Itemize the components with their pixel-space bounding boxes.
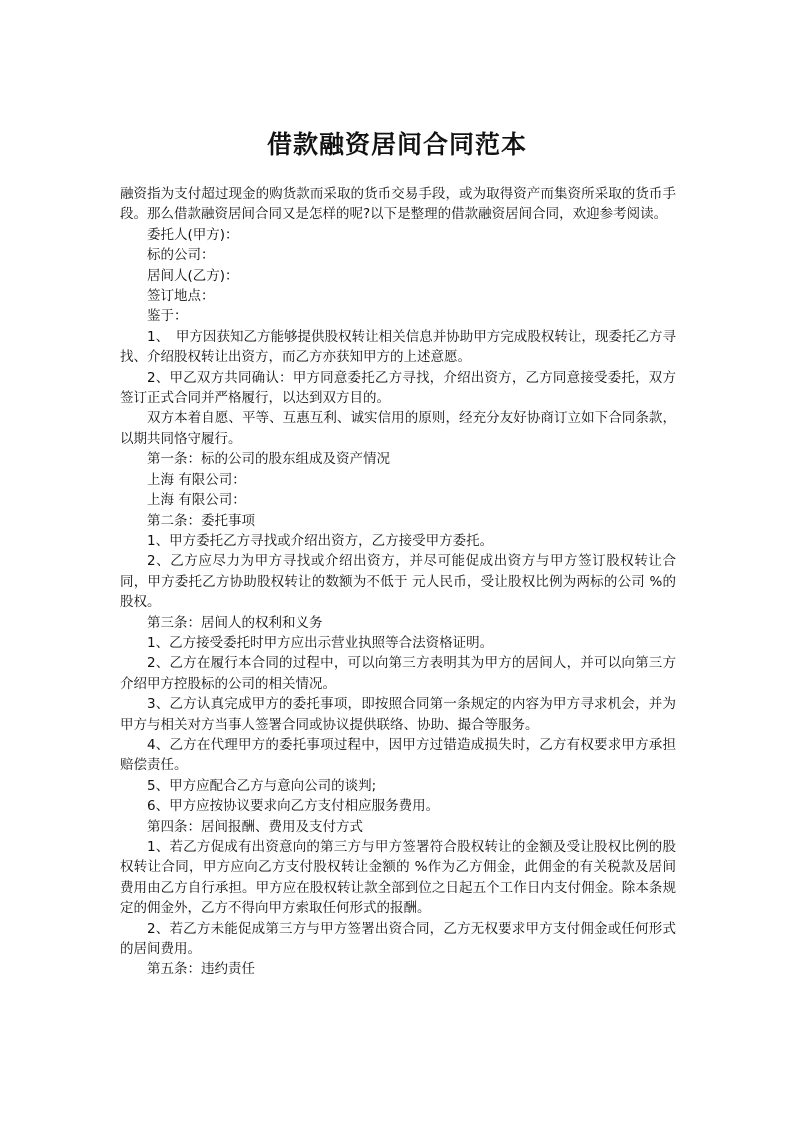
document-title: 借款融资居间合同范本 <box>266 130 527 159</box>
paragraph: 第四条：居间报酬、费用及支付方式 <box>147 818 363 835</box>
paragraph: 4、乙方在代理甲方的委托事项过程中，因甲方过错造成损失时，乙方有权要求甲方承担赔偿责任。 <box>120 736 676 774</box>
paragraph: 第三条：居间人的权利和义务 <box>147 614 323 631</box>
paragraph: 2、若乙方未能促成第三方与甲方签署出资合同，乙方无权要求甲方支付佣金或任何形式的居间费用。 <box>120 920 676 958</box>
paragraph: 1、 甲方因获知乙方能够提供股权转让相关信息并协助甲方完成股权转让，现委托乙方寻找、介绍股权转让出资方，而乙方亦获知甲方的上述意愿。 <box>120 328 676 366</box>
paragraph: 融资指为支付超过现金的购货款而采取的货币交易手段，或为取得资产而集资所采取的货币手段。那么借款融资居间合同又是怎样的呢?以下是整理的借款融资居间合同，欢迎参考阅读。 <box>120 186 676 223</box>
paragraph: 标的公司： <box>147 247 215 264</box>
paragraph: 第五条：违约责任 <box>147 961 255 978</box>
paragraph: 第二条：委托事项 <box>147 512 255 529</box>
paragraph: 第一条：标的公司的股东组成及资产情况 <box>147 451 390 468</box>
paragraph: 3、乙方认真完成甲方的委托事项，即按照合同第一条规定的内容为甲方寻求机会，并为甲方与相关对方当事人签署合同或协议提供联络、协助、撮合等服务。 <box>120 696 676 733</box>
paragraph: 居间人(乙方)： <box>147 267 239 284</box>
paragraph: 2、乙方在履行本合同的过程中，可以向第三方表明其为甲方的居间人，并可以向第三方介绍甲方控股标的公司的相关情况。 <box>120 655 676 692</box>
paragraph: 委托人(甲方)： <box>147 226 239 243</box>
paragraph: 上海 有限公司： <box>147 471 246 488</box>
paragraph: 上海 有限公司： <box>147 492 246 509</box>
paragraph: 1、若乙方促成有出资意向的第三方与甲方签署符合股权转让的金额及受让股权比例的股权转让合同，甲方应向乙方支付股权转让金额的 %作为乙方佣金，此佣金的有关税款及居间费用由乙方自行承担。甲方应在股权转让款全部到位之日起五个工作日内支付佣金。除本条规定的佣金外，乙方不得向甲方索取任何形式的报酬。 <box>120 839 676 917</box>
document-body <box>120 184 676 980</box>
paragraph: 2、乙方应尽力为甲方寻找或介绍出资方，并尽可能促成出资方与甲方签订股权转让合同，甲方委托乙方协助股权转让的数额为不低于 元人民币，受让股权比例为两标的公司 %的股权。 <box>120 553 676 611</box>
paragraph: 签订地点： <box>147 288 215 305</box>
paragraph: 5、甲方应配合乙方与意向公司的谈判; <box>147 777 377 794</box>
paragraph: 1、乙方接受委托时甲方应出示营业执照等合法资格证明。 <box>147 634 494 651</box>
paragraph: 1、甲方委托乙方寻找或介绍出资方，乙方接受甲方委托。 <box>147 532 494 549</box>
paragraph: 鉴于： <box>147 308 188 325</box>
paragraph: 2、甲乙双方共同确认：甲方同意委托乙方寻找，介绍出资方，乙方同意接受委托，双方签订正式合同并严格履行，以达到双方目的。 <box>120 369 676 407</box>
paragraph: 双方本着自愿、平等、互惠互利、诚实信用的原则，经充分友好协商订立如下合同条款，以期共同恪守履行。 <box>120 410 676 447</box>
paragraph: 6、甲方应按协议要求向乙方支付相应服务费用。 <box>147 798 440 815</box>
